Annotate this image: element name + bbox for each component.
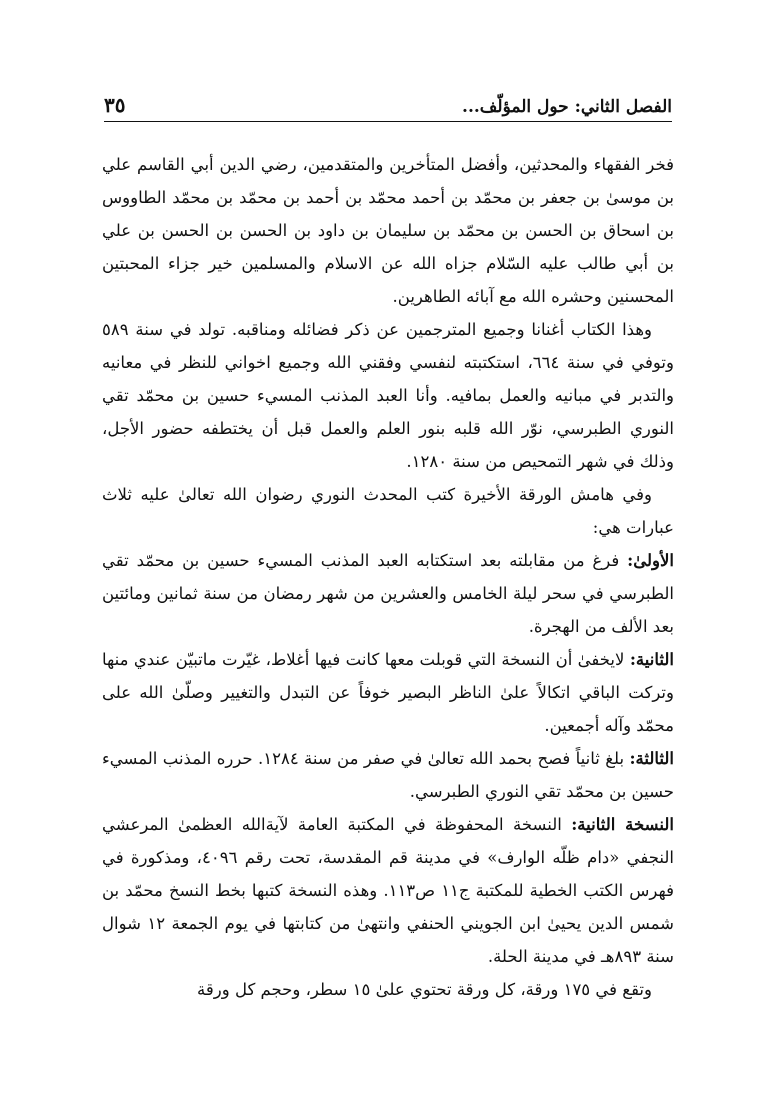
paragraph-intro xyxy=(102,148,674,313)
paragraph-text: بلغ ثانياً فصح بحمد الله تعالىٰ في صفر من سنة ١٢٨٤. حرره المذنب المسيء حسين بن محمّد تقي النوري الطبرسي. xyxy=(102,749,674,801)
paragraph-text: فخر الفقهاء والمحدثين، وأفضل المتأخرين والمتقدمين، رضي الدين أبي القاسم علي بن موسىٰ بن جعفر بن محمّد بن أحمد محمّد بن أحمد بن محمّد بن محمّد الطاووس بن اسحاق بن الحسن بن محمّد بن سليمان بن داود بن الحسن بن الحسن بن علي بن أبي طالب عليه السّلام جزاه الله عن الاسلام والمسلمين خير جزاء المحبتين المحسنين وحشره الله مع آبائه الطاهرين. xyxy=(102,155,674,306)
note-label: الثالثة: xyxy=(629,749,674,768)
paragraph-manuscript-size xyxy=(102,973,674,1006)
running-title: الفصل الثاني: حول المؤلّف... xyxy=(462,97,672,117)
paragraph-book-description xyxy=(102,313,674,478)
paragraph-note-second xyxy=(102,643,674,742)
note-label: الأولىٰ: xyxy=(627,551,674,570)
paragraph-text: لايخفىٰ أن النسخة التي قوبلت معها كانت فيها أغلاط، غيّرت ماتبيّن عندي منها وتركت الباقي اتكالاً علىٰ الناظر البصير خوفاً عن التبدل والتغيير وصلّىٰ الله على محمّد وآله أجمعين. xyxy=(102,650,674,735)
paragraph-note-third xyxy=(102,742,674,808)
paragraph-text: وتقع في ١٧٥ ورقة، كل ورقة تحتوي علىٰ ١٥ سطر، وحجم كل ورقة xyxy=(197,980,652,999)
section-label: النسخة الثانية: xyxy=(571,815,674,834)
note-label: الثانية: xyxy=(629,650,674,669)
paragraph-note-first xyxy=(102,544,674,643)
paragraph-text: فرغ من مقابلته بعد استكتابه العبد المذنب المسيء حسين بن محمّد تقي الطبرسي في سحر ليلة الخامس والعشرين من شهر رمضان من سنة ثمانين ومائتين بعد الألف من الهجرة. xyxy=(102,551,674,636)
paragraph-margin-notes xyxy=(102,478,674,544)
paragraph-text: وهذا الكتاب أغنانا وجميع المترجمين عن ذكر فضائله ومناقبه. تولد في سنة ٥٨٩ وتوفي في سنة ٦٦٤، استكتبته لنفسي وفقني الله وجميع اخواني للنظر في معانيه والتدبر في مبانيه والعمل بمافيه. وأنا العبد المذنب المسيء حسين بن محمّد تقي النوري الطبرسي، نوّر الله قلبه بنور العلم والعمل قبل أن يختطفه حضور الأجل، وذلك في شهر التمحيص من سنة ١٢٨٠. xyxy=(102,320,674,471)
page-number: ٣٥ xyxy=(104,93,126,117)
paragraph-second-manuscript xyxy=(102,808,674,973)
paragraph-text: النسخة المحفوظة في المكتبة العامة لآية‌الله العظمىٰ المرعشي النجفي «دام ظلّه الوارف» في مدينة قم المقدسة، تحت رقم ٤٠٩٦، ومذكورة في فهرس الكتب الخطية للمكتبة ج١١ ص١١٣. وهذه النسخة كتبها بخط النسخ محمّد بن شمس الدين يحيىٰ ابن الجويني الحنفي وانتهىٰ من كتابتها في يوم الجمعة ١٢ شوال سنة ٨٩٣هـ في مدينة الحلة. xyxy=(102,815,675,966)
body-text xyxy=(102,148,674,1006)
paragraph-text: وفي هامش الورقة الأخيرة كتب المحدث النوري رضوان الله تعالىٰ عليه ثلاث عبارات هي: xyxy=(102,485,674,537)
page-header xyxy=(104,86,672,122)
